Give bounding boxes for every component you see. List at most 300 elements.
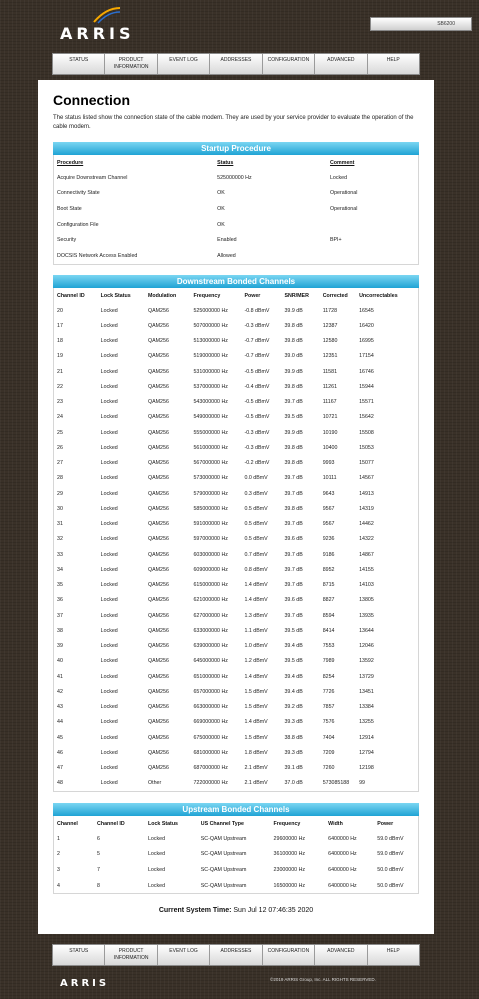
column-header: Corrected	[322, 292, 348, 299]
table-cell: 651000000 Hz	[193, 673, 228, 680]
table-cell: SC-QAM Upstream	[200, 851, 247, 858]
table-header-row	[54, 288, 418, 303]
table-cell: 9567	[322, 521, 335, 528]
table-cell: Locked	[100, 460, 118, 467]
table-cell: 543000000 Hz	[193, 399, 228, 406]
startup-procedure-section	[53, 142, 419, 265]
table-cell: 657000000 Hz	[193, 688, 228, 695]
table-cell: 8594	[322, 612, 335, 619]
table-cell: 39.9 dB	[284, 307, 303, 314]
table-cell: 6400000 Hz	[328, 835, 357, 842]
table-cell: 39.8 dB	[284, 505, 303, 512]
table-cell: 39.2 dB	[284, 704, 303, 711]
nav-help[interactable]: HELP	[386, 57, 400, 63]
table-cell: QAM256	[147, 627, 169, 634]
table-row	[54, 562, 418, 577]
table-cell: 7404	[322, 734, 335, 741]
table-row	[54, 669, 418, 684]
table-cell: 39.5 dB	[284, 414, 303, 421]
table-cell: 669000000 Hz	[193, 719, 228, 726]
table-cell: 2.1 dBmV	[244, 780, 268, 787]
table-cell: Locked	[100, 582, 118, 589]
table-cell: 12351	[322, 353, 338, 360]
table-cell: 0.0 dBmV	[244, 475, 268, 482]
column-header: Channel	[57, 820, 78, 827]
table-header-row	[54, 155, 418, 170]
table-cell: 1.5 dBmV	[244, 734, 268, 741]
table-cell: 15944	[359, 383, 374, 390]
table-cell: 1	[57, 835, 60, 842]
table-cell: QAM256	[147, 383, 169, 390]
table-cell: 14913	[359, 490, 374, 497]
table-cell: 8952	[322, 566, 335, 573]
table-cell: 6400000 Hz	[328, 882, 357, 889]
table-cell: 675000000 Hz	[193, 734, 228, 741]
nav-advanced[interactable]: ADVANCED	[315, 54, 367, 74]
table-cell: Locked	[100, 627, 118, 634]
table-cell: Locked	[100, 551, 118, 558]
table-cell: 19	[57, 353, 63, 360]
table-cell: QAM256	[147, 597, 169, 604]
table-cell: 38.8 dB	[284, 734, 303, 741]
footer-nav-status[interactable]: STATUS	[53, 945, 105, 965]
table-cell: -0.7 dBmV	[244, 338, 270, 345]
table-row	[54, 593, 418, 608]
table-cell: 633000000 Hz	[193, 627, 228, 634]
table-cell: 35	[57, 582, 63, 589]
table-cell: 15571	[359, 399, 374, 406]
table-cell: 10111	[322, 475, 337, 482]
table-cell: QAM256	[147, 551, 169, 558]
table-cell: 14462	[359, 521, 374, 528]
table-cell: 39.4 dB	[284, 688, 303, 695]
table-cell: 36100000 Hz	[273, 851, 306, 858]
table-cell: 10400	[322, 444, 338, 451]
table-cell: Locked	[100, 719, 118, 726]
footer-nav-advanced[interactable]: ADVANCED	[315, 945, 367, 965]
table-cell: 1.0 dBmV	[244, 643, 268, 650]
table-cell: 13729	[359, 673, 374, 680]
table-cell: 16545	[359, 307, 374, 314]
table-cell: -0.8 dBmV	[244, 307, 270, 314]
table-cell: 7726	[322, 688, 335, 695]
table-cell: QAM256	[147, 353, 169, 360]
top-nav	[52, 53, 420, 75]
table-row	[54, 730, 418, 745]
table-cell: 1.4 dBmV	[244, 719, 268, 726]
nav-event-log[interactable]: EVENT LOG	[158, 54, 210, 74]
footer-nav-event-log[interactable]: EVENT LOG	[158, 945, 210, 965]
nav-status[interactable]: STATUS	[53, 54, 105, 74]
table-cell: 22	[57, 383, 63, 390]
table-cell: 6400000 Hz	[328, 866, 357, 873]
table-cell: QAM256	[147, 475, 169, 482]
table-cell: 6	[97, 835, 100, 842]
table-cell: 39.7 dB	[284, 399, 303, 406]
table-cell: 7260	[322, 765, 335, 772]
table-cell: Locked	[100, 353, 118, 360]
downstream-channels-section	[53, 275, 419, 792]
table-cell	[327, 217, 418, 233]
table-cell: Locked	[147, 866, 166, 873]
table-cell: QAM256	[147, 673, 169, 680]
table-cell: 573085188	[322, 780, 350, 787]
table-cell: 14322	[359, 536, 374, 543]
table-cell: -0.5 dBmV	[244, 399, 270, 406]
table-cell: 47	[57, 765, 63, 772]
table-cell: Other	[147, 780, 162, 787]
table-row	[54, 395, 418, 410]
table-cell: -0.4 dBmV	[244, 383, 270, 390]
table-cell: 7576	[322, 719, 335, 726]
table-cell: 9567	[322, 505, 335, 512]
table-cell: Boot State	[57, 205, 82, 212]
table-cell: 29600000 Hz	[273, 835, 306, 842]
table-cell: QAM256	[147, 612, 169, 619]
table-cell: 537000000 Hz	[193, 383, 228, 390]
table-cell: 0.5 dBmV	[244, 536, 268, 543]
table-cell: 549000000 Hz	[193, 414, 228, 421]
table-cell: 645000000 Hz	[193, 658, 228, 665]
table-cell: 39.7 dB	[284, 612, 303, 619]
table-cell: 39.7 dB	[284, 551, 303, 558]
column-header: Power	[244, 292, 261, 299]
table-cell: 39.0 dB	[284, 353, 303, 360]
page-title: Connection	[53, 92, 130, 108]
table-cell: 6400000 Hz	[328, 851, 357, 858]
table-cell: 12046	[359, 643, 374, 650]
table-cell: 40	[57, 658, 63, 665]
table-cell: 31	[57, 521, 63, 528]
table-row	[54, 318, 418, 333]
table-cell: 597000000 Hz	[193, 536, 228, 543]
table-cell: 585000000 Hz	[193, 505, 228, 512]
table-cell: SC-QAM Upstream	[200, 882, 247, 889]
nav-addresses[interactable]: ADDRESSES	[210, 54, 262, 74]
table-cell: Locked	[100, 444, 118, 451]
table-cell: 39.7 dB	[284, 521, 303, 528]
table-cell: QAM256	[147, 505, 169, 512]
table-cell: 0.8 dBmV	[244, 566, 268, 573]
table-cell: 10190	[322, 429, 338, 436]
table-cell: 44	[57, 719, 63, 726]
table-cell: 12387	[322, 322, 338, 329]
table-cell: QAM256	[147, 338, 169, 345]
table-cell: 603000000 Hz	[193, 551, 228, 558]
table-row	[54, 623, 418, 638]
table-cell: 16420	[359, 322, 374, 329]
table-cell: 9643	[322, 490, 335, 497]
table-cell: QAM256	[147, 490, 169, 497]
table-cell: QAM256	[147, 460, 169, 467]
table-cell: QAM256	[147, 521, 169, 528]
table-cell: -0.2 dBmV	[244, 460, 270, 467]
table-row	[54, 847, 418, 863]
table-cell: 3	[57, 866, 60, 873]
table-cell: 37	[57, 612, 63, 619]
table-cell: 1.1 dBmV	[244, 627, 268, 634]
table-cell: Locked	[100, 429, 118, 436]
table-row	[54, 517, 418, 532]
table-cell: 39.9 dB	[284, 368, 303, 375]
table-cell: 26	[57, 444, 63, 451]
table-cell: Locked	[100, 307, 118, 314]
table-cell: 13592	[359, 658, 374, 665]
table-row	[54, 831, 418, 847]
table-row	[54, 364, 418, 379]
table-cell: 11167	[322, 399, 337, 406]
table-cell: QAM256	[147, 658, 169, 665]
table-cell: Locked	[100, 734, 118, 741]
downstream-channels-table	[54, 288, 418, 791]
table-cell: 7553	[322, 643, 335, 650]
table-row	[54, 379, 418, 394]
system-time-value: Sun Jul 12 07:46:35 2020	[233, 907, 314, 914]
table-cell: 722000000 Hz	[193, 780, 228, 787]
table-cell: 567000000 Hz	[193, 460, 228, 467]
column-header: Frequency	[193, 292, 221, 299]
table-cell: -0.7 dBmV	[244, 353, 270, 360]
table-cell: 37.0 dB	[284, 780, 303, 787]
startup-procedure-table	[54, 155, 418, 264]
table-row	[54, 349, 418, 364]
table-cell: Locked	[100, 536, 118, 543]
table-cell: 39.3 dB	[284, 719, 303, 726]
column-header: Frequency	[273, 820, 301, 827]
table-row	[54, 878, 418, 894]
table-cell: 18	[57, 338, 63, 345]
column-header: US Channel Type	[200, 820, 244, 827]
table-cell: 39.9 dB	[284, 429, 303, 436]
table-row	[54, 232, 418, 248]
table-cell: 39.8 dB	[284, 383, 303, 390]
table-cell: QAM256	[147, 749, 169, 756]
table-cell: -0.3 dBmV	[244, 429, 270, 436]
table-row	[54, 186, 418, 202]
table-cell: 39.4 dB	[284, 643, 303, 650]
table-cell: QAM256	[147, 734, 169, 741]
table-row	[54, 334, 418, 349]
table-cell: 30	[57, 505, 63, 512]
table-cell: 59.0 dBmV	[377, 835, 404, 842]
table-cell: 519000000 Hz	[193, 353, 228, 360]
startup-procedure-header: Startup Procedure	[53, 142, 419, 155]
table-cell: OK	[217, 221, 225, 228]
table-cell: 12198	[359, 765, 374, 772]
table-cell: Locked	[100, 505, 118, 512]
table-cell: 39.8 dB	[284, 322, 303, 329]
table-cell: 15053	[359, 444, 374, 451]
table-header-row	[54, 816, 418, 831]
footer-nav-addresses[interactable]: ADDRESSES	[210, 945, 262, 965]
table-cell: 663000000 Hz	[193, 704, 228, 711]
table-row	[54, 486, 418, 501]
table-cell: 16500000 Hz	[273, 882, 306, 889]
table-cell: 13644	[359, 627, 374, 634]
table-cell: 1.3 dBmV	[244, 612, 268, 619]
table-cell: 9993	[322, 460, 335, 467]
table-cell: 14567	[359, 475, 374, 482]
table-row	[54, 532, 418, 547]
table-cell: 39.7 dB	[284, 582, 303, 589]
table-cell: 1.8 dBmV	[244, 749, 268, 756]
table-cell: Operational	[329, 205, 358, 212]
table-cell: 1.4 dBmV	[244, 673, 268, 680]
footer-nav-configuration[interactable]: CONFIGURATION	[263, 945, 315, 965]
table-cell: 7989	[322, 658, 335, 665]
table-cell: 609000000 Hz	[193, 566, 228, 573]
table-cell: Locked	[100, 612, 118, 619]
table-cell: 46	[57, 749, 63, 756]
column-header: Lock Status	[100, 292, 131, 299]
nav-configuration[interactable]: CONFIGURATION	[263, 54, 315, 74]
table-cell: 39	[57, 643, 63, 650]
table-cell: Locked	[100, 322, 118, 329]
copyright: ©2019 ARRIS Group, Inc. ALL RIGHTS RESERVED.	[270, 977, 376, 982]
table-cell: 525000000 Hz	[217, 174, 252, 181]
column-header: Comment	[329, 159, 355, 166]
table-cell: 5	[97, 851, 100, 858]
table-cell: Locked	[100, 368, 118, 375]
table-cell: 13255	[359, 719, 374, 726]
table-cell: 7	[97, 866, 100, 873]
table-cell: QAM256	[147, 566, 169, 573]
table-cell: 14319	[359, 505, 374, 512]
downstream-channels-header: Downstream Bonded Channels	[53, 275, 419, 288]
table-cell: Locked	[147, 851, 166, 858]
table-cell: 7857	[322, 704, 335, 711]
table-cell: 16746	[359, 368, 374, 375]
table-cell: 39.8 dB	[284, 444, 303, 451]
table-cell: 573000000 Hz	[193, 475, 228, 482]
upstream-channels-section	[53, 803, 419, 894]
table-cell: 39.1 dB	[284, 765, 303, 772]
column-header: Uncorrectables	[359, 292, 398, 299]
footer-arris-logo: ARRIS	[60, 978, 110, 989]
table-cell: Enabled	[217, 237, 237, 244]
table-row	[54, 745, 418, 760]
table-cell: -0.5 dBmV	[244, 414, 270, 421]
table-cell: 0.7 dBmV	[244, 551, 268, 558]
table-cell: 23000000 Hz	[273, 866, 306, 873]
table-cell: Locked	[100, 414, 118, 421]
table-cell: Locked	[100, 749, 118, 756]
table-cell: OK	[217, 205, 225, 212]
footer-nav-product-information[interactable]: PRODUCT INFORMATION	[105, 945, 157, 965]
table-cell: 9236	[322, 536, 335, 543]
table-cell: Configuration File	[57, 221, 99, 228]
table-cell: 39.7 dB	[284, 475, 303, 482]
table-cell: Locked	[100, 566, 118, 573]
table-cell: 11581	[322, 368, 338, 375]
table-cell: 10721	[322, 414, 338, 421]
table-cell: 38	[57, 627, 63, 634]
table-cell: 13935	[359, 612, 374, 619]
table-cell: 561000000 Hz	[193, 444, 228, 451]
table-cell: 8715	[322, 582, 335, 589]
table-cell: 681000000 Hz	[193, 749, 228, 756]
table-cell: Locked	[100, 383, 118, 390]
table-row	[54, 776, 418, 791]
table-cell: 39.7 dB	[284, 566, 303, 573]
table-cell	[327, 248, 418, 264]
table-cell: 34	[57, 566, 63, 573]
page-intro: The status listed show the connection state of the cable modem. They are used by your service provider to evaluate the operation of the cable modem.	[53, 115, 414, 130]
table-cell: 1.2 dBmV	[244, 658, 268, 665]
table-cell: QAM256	[147, 368, 169, 375]
table-cell: 4	[57, 882, 60, 889]
table-cell: 8254	[322, 673, 335, 680]
table-row	[54, 410, 418, 425]
table-cell: Locked	[147, 882, 166, 889]
table-cell: 513000000 Hz	[193, 338, 228, 345]
column-header: Power	[377, 820, 394, 827]
table-cell: 24	[57, 414, 63, 421]
table-cell: 48	[57, 780, 63, 787]
table-cell: 59.0 dBmV	[377, 851, 404, 858]
table-cell: 555000000 Hz	[193, 429, 228, 436]
table-cell: 39.5 dB	[284, 658, 303, 665]
table-cell: 17	[57, 322, 63, 329]
column-header: Lock Status	[147, 820, 179, 827]
table-cell: Locked	[100, 658, 118, 665]
table-cell: 39.6 dB	[284, 536, 303, 543]
system-time-label: Current System Time:	[158, 907, 232, 914]
table-cell: 15642	[359, 414, 374, 421]
table-row	[54, 608, 418, 623]
column-header: Procedure	[57, 159, 84, 166]
table-cell: 27	[57, 460, 63, 467]
table-cell: QAM256	[147, 307, 169, 314]
table-cell: 12580	[322, 338, 338, 345]
table-row	[54, 761, 418, 776]
table-cell: 39.7 dB	[284, 490, 303, 497]
table-cell: 15077	[359, 460, 374, 467]
table-cell: Locked	[147, 835, 166, 842]
table-cell: 1.5 dBmV	[244, 688, 268, 695]
table-cell: 42	[57, 688, 63, 695]
table-row	[54, 501, 418, 516]
table-cell: 13451	[359, 688, 374, 695]
table-cell: QAM256	[147, 322, 169, 329]
main-content	[38, 80, 434, 934]
nav-product-information[interactable]: PRODUCT INFORMATION	[105, 54, 157, 74]
table-cell: 621000000 Hz	[193, 597, 228, 604]
table-cell: 25	[57, 429, 63, 436]
column-header: Width	[328, 820, 343, 827]
table-cell: QAM256	[147, 399, 169, 406]
table-cell: 9186	[322, 551, 335, 558]
column-header: Status	[217, 159, 234, 166]
table-row	[54, 471, 418, 486]
table-row	[54, 715, 418, 730]
table-cell: 687000000 Hz	[193, 765, 228, 772]
current-system-time	[38, 907, 434, 914]
table-cell: QAM256	[147, 688, 169, 695]
table-cell: OK	[217, 190, 225, 197]
table-row	[54, 700, 418, 715]
upstream-channels-header: Upstream Bonded Channels	[53, 803, 419, 816]
table-cell: 28	[57, 475, 63, 482]
footer-nav-help[interactable]: HELP	[386, 948, 400, 954]
arris-swoosh-icon	[92, 6, 122, 26]
table-cell: 11728	[322, 307, 338, 314]
table-cell: BPI+	[329, 237, 342, 244]
upstream-channels-table	[54, 816, 418, 893]
table-cell: 33	[57, 551, 63, 558]
table-cell: 8414	[322, 627, 335, 634]
table-cell: Locked	[100, 338, 118, 345]
